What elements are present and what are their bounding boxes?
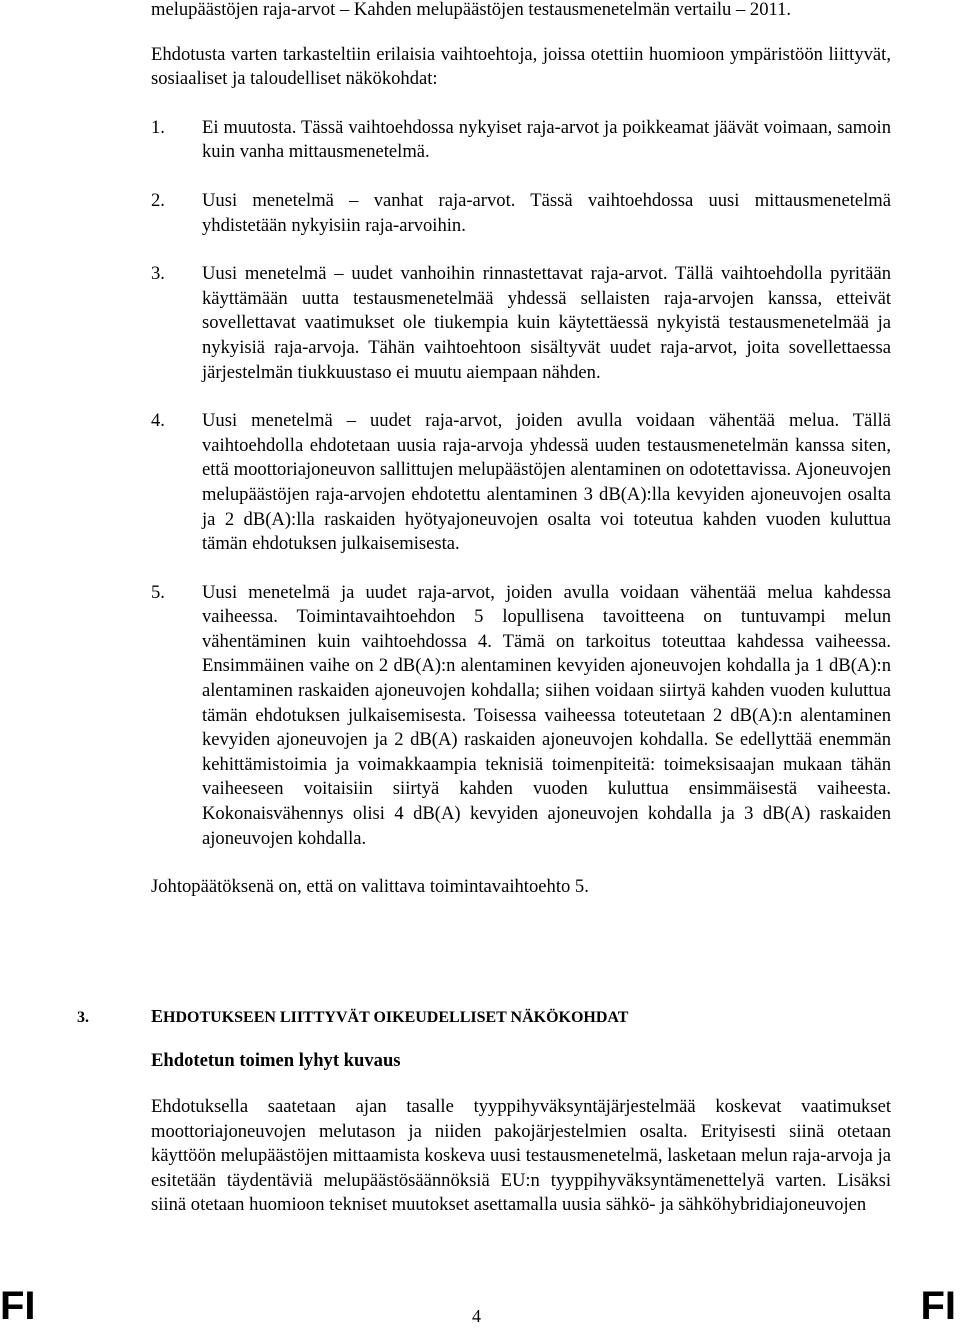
list-item-number: 2. [151,189,165,211]
description-paragraph: Ehdotuksella saatetaan ajan tasalle tyyppihyväksyntäjärjestelmää koskevat vaatimukset moottoriajoneuvojen melutason ja niiden pakojärjestelmien osalta. Erityisesti siinä otetaan käyttöön melupäästöjen mittaamista koskeva uusi testausmenetelmä, lasketaan melun raja-arvoja ja esitetään täydentäviä melupäästösäännöksiä EU:n tyyppihyväksyntämenettelyä varten. Lisäksi siinä otetaan huomioon tekniset muutokset asettamalla uusia sähkö- ja sähköhybridiajoneuvojen [151,1096,891,1216]
continued-text-line: melupäästöjen raja-arvot – Kahden melupäästöjen testausmenetelmän vertailu – 2011. [151,0,792,20]
list-item [151,409,891,557]
list-item-number: 5. [151,581,165,603]
list-item-text: Uusi menetelmä – uudet vanhoihin rinnastettavat raja-arvot. Tällä vaihtoehdolla pyritään käyttämään uutta testausmenetelmää yhdessä sellaisten raja-arvojen kanssa, etteivät sovellettavat vaatimukset ole tiukempia kuin käytettäessä nykyistä testausmenetelmää ja nykyisiä raja-arvoja. Tähän vaihtoehtoon sisältyvät uudet raja-arvot, joita sovellettaessa järjestelmän tiukkuustaso ei muutu aiempaan nähden. [202,263,891,383]
subheading: Ehdotetun toimen lyhyt kuvaus [151,1050,401,1071]
list-item [151,189,891,238]
language-code-left: FI [0,1284,36,1328]
section-number: 3. [77,1009,89,1026]
document-body [151,0,891,900]
conclusion-paragraph: Johtopäätöksenä on, että on valittava toimintavaihtoehto 5. [151,876,589,898]
list-item-number: 4. [151,410,165,432]
list-item-text: Uusi menetelmä – vanhat raja-arvot. Tässä vaihtoehdossa uusi mittausmenetelmä yhdistetään nykyisiin raja-arvoihin. [202,189,891,236]
list-item-text: Ei muutosta. Tässä vaihtoehdossa nykyiset raja-arvot ja poikkeamat jäävät voimaan, samoin kuin vanha mittausmenetelmä. [202,116,891,163]
list-item [151,116,891,165]
list-item-text: Uusi menetelmä ja uudet raja-arvot, joiden avulla voidaan vähentää melua kahdessa vaiheessa. Toimintavaihtoehdon 5 lopullisena tavoitteena on tuntuvampi melun vähentäminen kuin vaihtoehdossa 4. Tämä on tarkoitus toteuttaa kahdessa vaiheessa. Ensimmäinen vaihe on 2 dB(A):n alentaminen kevyiden ajoneuvojen kohdalla ja 1 dB(A):n alentaminen raskaiden ajoneuvojen kohdalla; siihen voidaan siirtyä kahden vuoden kuluttua tämän ehdotuksen julkaisemisesta. Toisessa vaiheessa toteutetaan 2 dB(A):n alentaminen kevyiden ajoneuvojen ja 2 dB(A) raskaiden ajoneuvojen kohdalla. Se edellyttää enemmän kehittämistoimia ja voimakkaampia teknisiä toimenpiteitä: toimeksisaajan mukaan tähän vaiheeseen voitaisiin siirtyä kahden vuoden kuluttua ensimmäisestä vaiheesta. Kokonaisvähennys olisi 4 dB(A) kevyiden ajoneuvojen kohdalla ja 3 dB(A) raskaiden ajoneuvojen kohdalla. [202,581,891,849]
language-code-right: FI [920,1284,956,1328]
list-item [151,581,891,852]
list-item [151,262,891,385]
list-item-number: 1. [151,116,165,138]
page-number: 4 [472,1306,481,1326]
section-heading [77,1005,877,1029]
list-item-text: Uusi menetelmä – uudet raja-arvot, joiden avulla voidaan vähentää melua. Tällä vaihtoehdolla ehdotetaan uusia raja-arvoja yhdessä uuden testausmenetelmän kanssa siten, että moottoriajoneuvon sallittujen melupäästöjen alentaminen on odotettavissa. Ajoneuvojen melupäästöjen raja-arvojen ehdotettu alentaminen 3 dB(A):lla kevyiden ajoneuvojen osalta ja 2 dB(A):lla raskaiden hyötyajoneuvojen osalta voi toteutua kahden vuoden kuluttua tämän ehdotuksen julkaisemisesta. [202,410,891,555]
options-list [151,116,891,851]
list-item-number: 3. [151,263,165,285]
section-title-rest: HDOTUKSEEN LIITTYVÄT OIKEUDELLISET NÄKÖKOHDAT [163,1009,629,1026]
intro-paragraph: Ehdotusta varten tarkasteltiin erilaisia vaihtoehtoja, joissa otettiin huomioon ympäristöön liittyvät, sosiaaliset ja taloudelliset näkökohdat: [151,43,891,90]
section-title-initial: E [151,1006,164,1026]
